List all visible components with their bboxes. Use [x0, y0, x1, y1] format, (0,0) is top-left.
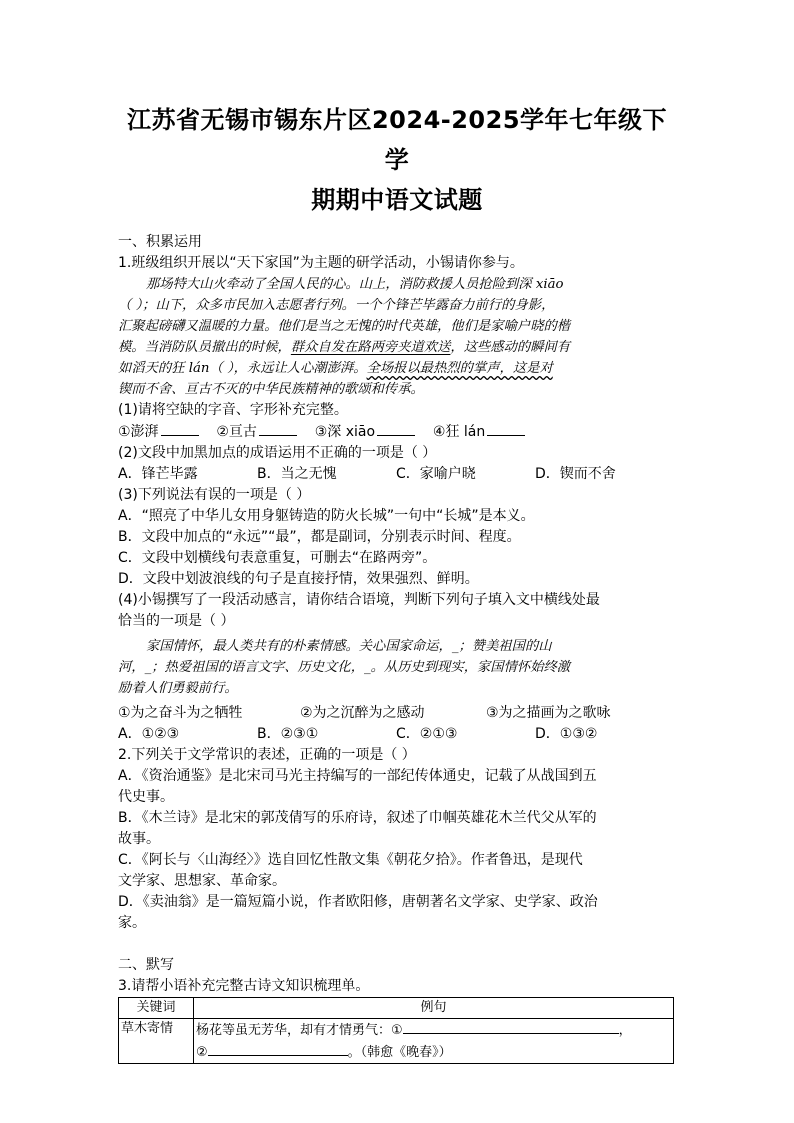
- choice-2: ②为之沉醉为之感动: [300, 705, 425, 721]
- passage-line: 锲而不舍、亘古不灭的中华民族精神的歌颂和传承。: [118, 382, 424, 397]
- title-line-1: 江苏省无锡市锡东片区2024-2025学年七年级下学: [126, 106, 668, 174]
- row-example: [194, 1019, 674, 1064]
- example-text: 杨花等虽无芳华，却有才情勇气：①: [196, 1023, 403, 1038]
- q3-question: 3.请帮小语补充完整古诗文知识梳理单。: [118, 978, 370, 994]
- q2-question: 2.下列关于文学常识的表述，正确的一项是（ ）: [118, 747, 416, 763]
- option-c[interactable]: C．家喻户晓: [396, 466, 476, 482]
- answer-blank[interactable]: [487, 421, 525, 436]
- passage-text: 模。当消防队员撤出的时候，: [118, 340, 291, 355]
- page-title: [118, 100, 676, 220]
- option-d[interactable]: D．锲而不舍: [535, 466, 616, 482]
- option-c[interactable]: C．《阿长与〈山海经〉》选自回忆性散文集《朝花夕拾》。作者鲁迅，是现代: [118, 852, 583, 868]
- option-c[interactable]: C．②①③: [396, 726, 458, 742]
- option-b[interactable]: B．文段中加点的“永远”“最”，都是副词，分别表示时间、程度。: [118, 529, 521, 545]
- option-c[interactable]: C．文段中划横线句表意重复，可删去“在路两旁”。: [118, 550, 437, 566]
- passage-line: 那场特大山火牵动了全国人民的心。山上，消防救援人员抢险到深 xiāo: [146, 277, 564, 292]
- option-b[interactable]: B．②③①: [257, 726, 319, 742]
- option-c-cont: 文学家、思想家、革命家。: [118, 873, 286, 889]
- underlined-sentence: 群众自发在路两旁夹道欢送: [290, 340, 451, 355]
- passage-text: ，这些感动的瞬间有: [450, 340, 571, 355]
- q1-passage: [118, 274, 676, 400]
- option-d[interactable]: D．文段中划波浪线的句子是直接抒情，效果强烈、鲜明。: [118, 571, 479, 587]
- passage-line: [118, 337, 676, 358]
- passage-text: 如滔天的狂 lán（ ），永远让人心潮澎湃。: [118, 361, 367, 376]
- option-a[interactable]: A．“照亮了中华儿女用身躯铸造的防火长城”一句中“长城”是本义。: [118, 508, 535, 524]
- sub2-options: [118, 464, 676, 485]
- passage-line: 汇聚起磅礴又温暖的力量。他们是当之无愧的时代英雄，他们是家喻户晓的楷: [118, 319, 571, 334]
- section1-heading: 一、积累运用: [118, 234, 202, 250]
- sub4-choices: [118, 703, 676, 724]
- table-header-row: [119, 998, 674, 1019]
- section2-heading: 二、默写: [118, 957, 174, 973]
- exam-page: [118, 0, 676, 1064]
- option-d[interactable]: D．①③②: [535, 726, 598, 742]
- sub1-blanks: [118, 421, 676, 443]
- option-a[interactable]: A．锋芒毕露: [118, 466, 198, 482]
- passage-line: [118, 358, 676, 379]
- example-text: ，: [618, 1023, 632, 1038]
- sub4-passage-line: 河，_；热爱祖国的语言文字、历史文化，_。从历史到现实，家国情怀始终激: [118, 660, 571, 675]
- row-keyword: 草木寄情: [119, 1019, 194, 1064]
- sub4-question-cont: 恰当的一项是（ ）: [118, 613, 235, 629]
- option-b[interactable]: B．当之无愧: [257, 466, 337, 482]
- example-text: ②: [196, 1045, 208, 1060]
- choice-3: ③为之描画为之歌咏: [486, 705, 611, 721]
- option-a[interactable]: A．《资治通鉴》是北宋司马光主持编写的一部纪传体通史，记载了从战国到五: [118, 768, 597, 784]
- wavy-sentence: 全场报以最热烈的掌声，这是对: [366, 361, 553, 376]
- option-b-cont: 故事。: [118, 831, 160, 847]
- sub4-question: (4)小锡撰写了一段活动感言，请你结合语境，判断下列句子填入文中横线处最: [118, 592, 600, 608]
- option-a[interactable]: A．①②③: [118, 726, 180, 742]
- option-d[interactable]: D．《卖油翁》是一篇短篇小说，作者欧阳修，唐朝著名文学家、史学家、政治: [118, 894, 598, 910]
- sub3-question: (3)下列说法有误的一项是（ ）: [118, 487, 311, 503]
- option-a-cont: 代史事。: [118, 789, 174, 805]
- answer-blank[interactable]: [259, 421, 297, 436]
- header-example: 例句: [194, 998, 674, 1019]
- example-text: 。（韩愈《晚春》）: [347, 1045, 452, 1060]
- sub4-passage-line: 励着人们勇毅前行。: [118, 681, 238, 696]
- answer-blank[interactable]: [208, 1041, 348, 1056]
- q1-intro: 1.班级组织开展以“天下家国”为主题的研学活动，小锡请你参与。: [118, 255, 524, 271]
- sub4-passage-line: 家国情怀，最人类共有的朴素情感。关心国家命运，_；赞美祖国的山: [146, 639, 552, 654]
- blank-label: ①澎湃: [118, 424, 159, 440]
- table-row: [119, 1019, 674, 1064]
- option-b[interactable]: B．《木兰诗》是北宋的郭茂倩写的乐府诗，叙述了巾帼英雄花木兰代父从军的: [118, 810, 597, 826]
- answer-blank[interactable]: [403, 1019, 619, 1034]
- blank-label: ④狂 lán: [432, 424, 486, 440]
- sub4-options: [118, 724, 676, 745]
- sub2-question: (2)文段中加黑加点的成语运用不正确的一项是（ ）: [118, 445, 437, 461]
- blank-label: ②亘古: [216, 424, 257, 440]
- header-keyword: 关键词: [119, 998, 194, 1019]
- passage-line: （ ）；山下，众多市民加入志愿者行列。一个个锋芒毕露奋力前行的身影，: [118, 298, 555, 313]
- option-d-cont: 家。: [118, 915, 146, 931]
- title-line-2: 期期中语文试题: [311, 186, 483, 214]
- blank-label: ③深 xiāo: [314, 424, 376, 440]
- answer-blank[interactable]: [161, 421, 199, 436]
- knowledge-table: [118, 997, 674, 1064]
- answer-blank[interactable]: [377, 421, 415, 436]
- choice-1: ①为之奋斗为之牺牲: [118, 705, 243, 721]
- sub1-question: (1)请将空缺的字音、字形补充完整。: [118, 402, 348, 418]
